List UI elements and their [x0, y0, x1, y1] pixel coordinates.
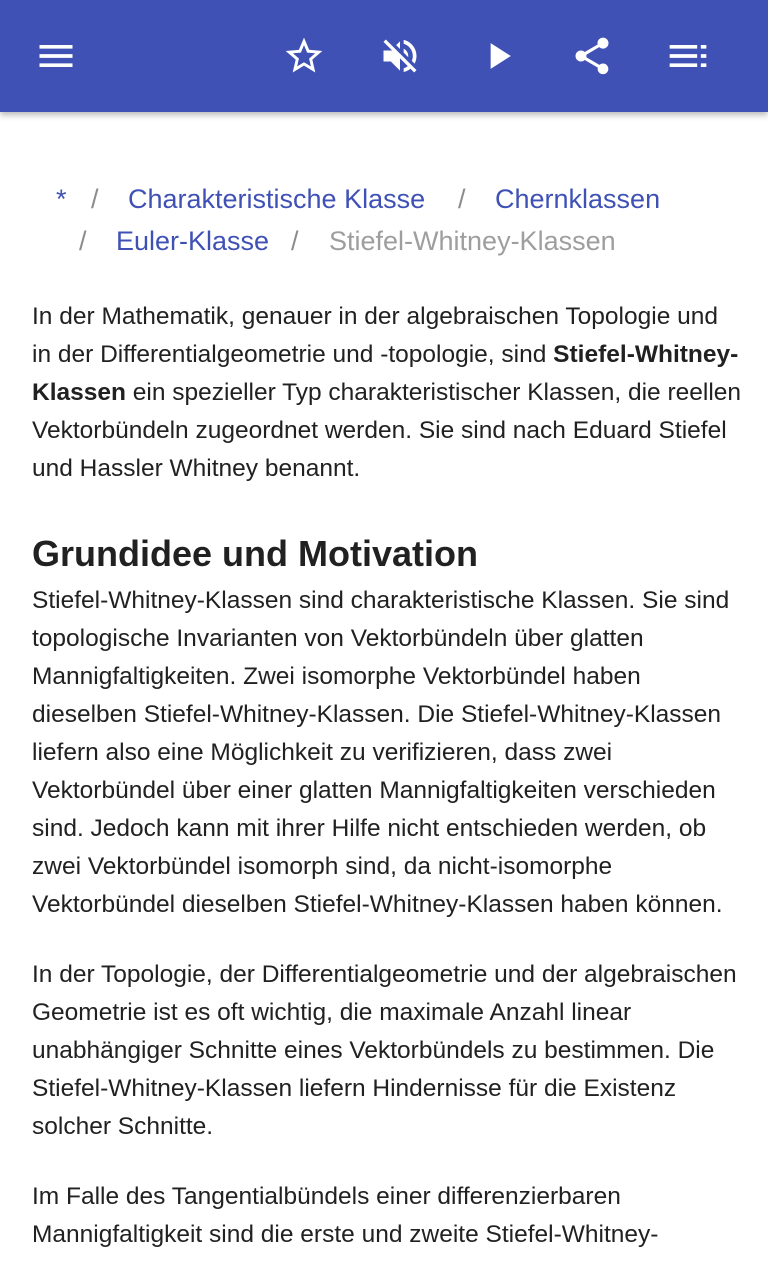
- intro-paragraph: [32, 298, 742, 488]
- breadcrumb: [0, 178, 768, 262]
- star-outline-icon: [282, 34, 326, 78]
- share-icon: [570, 34, 614, 78]
- breadcrumb-line-2: [0, 220, 768, 262]
- menu-icon: [34, 34, 78, 78]
- favorite-button[interactable]: [264, 16, 344, 96]
- app-bar: [0, 0, 768, 112]
- paragraph: In der Topologie, der Differentialgeometrie und der algebraischen Geometrie ist es oft wichtig, die maximale Anzahl linear unabhängiger Schnitte eines Vektorbündels zu bestimmen. Die Stiefel-Whitney-Klassen liefern Hindernisse für die Existenz solcher Schnitte.: [32, 961, 737, 1140]
- breadcrumb-item-charakteristische-klasse[interactable]: Charakteristische Klasse: [128, 184, 426, 214]
- breadcrumb-line-1: [0, 178, 768, 220]
- breadcrumb-separator: /: [458, 184, 466, 214]
- article-body: [32, 298, 742, 1254]
- paragraph: Stiefel-Whitney-Klassen sind charakteristische Klassen. Sie sind topologische Invarianten von Vektorbündeln über glatten Mannigfaltigkeiten. Zwei isomorphe Vektorbündel haben dieselben Stiefel-Whitney-Klassen. Die Stiefel-Whitney-Klassen liefern also eine Möglichkeit zu verifizieren, dass zwei Vektorbündel über einer glatten Mannigfaltigkeiten verschieden sind. Jedoch kann mit ihrer Hilfe nicht entschieden werden, ob zwei Vektorbündel isomorph sind, da nicht-isomorphe Vektorbündel dieselben Stiefel-Whitney-Klassen haben können.: [32, 587, 730, 918]
- breadcrumb-separator: /: [79, 226, 87, 256]
- section-heading: Grundidee und Motivation: [32, 533, 478, 574]
- intro-text-bold: Stiefel-Whitney-Klassen: [32, 341, 739, 406]
- intro-text-after: ein spezieller Typ charakteristischer Klassen, die reellen Vektorbündeln zugeordnet werden. Sie sind nach Eduard Stiefel und Hassler Whitney benannt.: [32, 379, 742, 482]
- play-icon: [476, 34, 520, 78]
- share-button[interactable]: [552, 16, 632, 96]
- paragraph: Im Falle des Tangentialbündels einer differenzierbaren Mannigfaltigkeit sind die erste und zweite Stiefel-Whitney-: [32, 1183, 659, 1248]
- breadcrumb-separator: /: [291, 226, 299, 256]
- menu-button[interactable]: [16, 16, 96, 96]
- volume-off-icon: [378, 34, 422, 78]
- mute-button[interactable]: [360, 16, 440, 96]
- intro-text-before: In der Mathematik, genauer in der algebraischen Topologie und in der Differentialgeometrie und -topologie, sind: [32, 303, 718, 368]
- playlist-icon: [666, 34, 710, 78]
- breadcrumb-separator: /: [91, 184, 99, 214]
- playlist-button[interactable]: [648, 16, 728, 96]
- play-button[interactable]: [458, 16, 538, 96]
- breadcrumb-current: Stiefel-Whitney-Klassen: [329, 226, 616, 256]
- page-content: [0, 112, 768, 1280]
- breadcrumb-item-chernklassen[interactable]: Chernklassen: [495, 184, 661, 214]
- breadcrumb-item-root[interactable]: *: [56, 184, 67, 214]
- breadcrumb-item-euler-klasse[interactable]: Euler-Klasse: [116, 226, 270, 256]
